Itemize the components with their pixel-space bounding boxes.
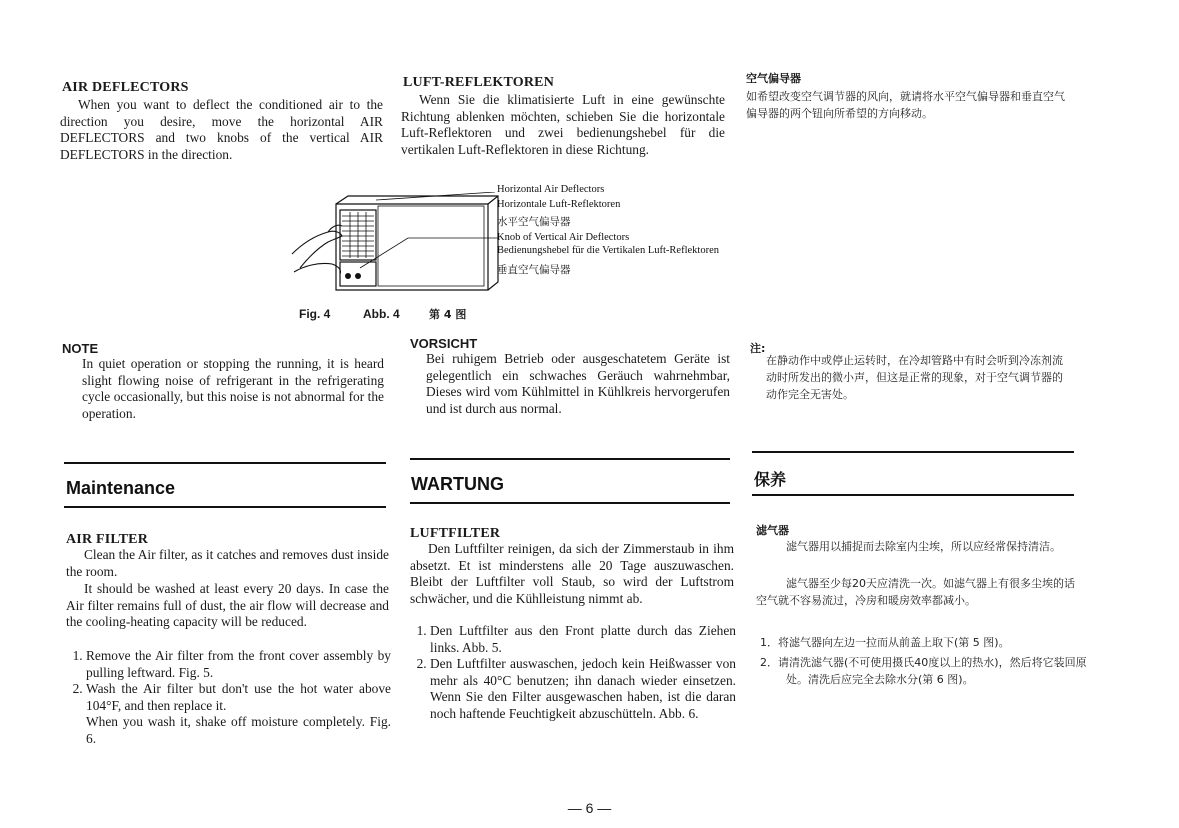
callout-horizontal-de: Horizontale Luft-Reflektoren [497, 199, 621, 210]
hand-illustration [292, 225, 342, 274]
step-item [86, 681, 391, 747]
vorsicht-text: Bei ruhigem Betrieb oder ausgeschatetem Geräte ist gelegentlich ein schwaches Geräuch wahrnehmbar, Dieses wird vom Kühlmittel in Kühlkreis hervorgerufen und ist durch aus normal. [426, 351, 730, 416]
maintenance-title: Maintenance [66, 478, 176, 498]
section-rule-bottom [64, 506, 386, 508]
luftfilter-para: Den Luftfilter reinigen, da sich der Zimmerstaub in ihm absetzt. Et ist minderstens alle 20 Tage auszuwaschen. Bleibt der Luftfilter voll Staub, so wird der Luftstrom schwächer, und die Kühlleistung nimmt ab. [410, 541, 734, 606]
step-item: 1. Remove the Air filter from the front cover assembly by pulling leftward. Fig. 5. [86, 648, 391, 681]
cn-note-heading: 注: [750, 342, 766, 355]
section-rule-bottom [410, 502, 730, 504]
air-deflectors-text: When you want to deflect the conditioned air to the direction you desire, move the horizontal AIR DEFLECTORS and two knobs of the vertical AIR DEFLECTORS in the direction. [60, 97, 383, 162]
section-rule-bottom [752, 494, 1074, 496]
air-filter-heading: AIR FILTER [66, 532, 149, 547]
air-deflectors-heading: AIR DEFLECTORS [62, 80, 189, 95]
figure-caption-en: Fig. 4 [299, 307, 331, 321]
vorsicht-heading: VORSICHT [410, 336, 478, 351]
section-rule-top [64, 462, 386, 464]
figure-caption-cn: 第 4 图 [429, 308, 467, 321]
luftfilter-steps [410, 623, 736, 723]
air-filter-para-1: Clean the Air filter, as it catches and removes dust inside the room. [66, 547, 389, 579]
cn-filter-para-2: 滤气器至少每20天应清洗一次。如滤气器上有很多尘埃的话空气就不容易流过，冷房和暖房效率都减小。 [756, 577, 1075, 607]
step-item: 2. Den Luftfilter auswaschen, jedoch kein Heißwasser von mehr als 40°C benutzen; ihn danach wieder einsetzen. Wenn Sie den Filter ausgewaschen haben, ist die daran noch haftende Feuchtigkeit abzuschütteln. Abb. 6. [430, 656, 736, 722]
luftfilter-heading: LUFTFILTER [410, 526, 501, 541]
note-text: In quiet operation or stopping the running, it is heard slight flowing noise of refrigerant in the refrigerating cycle occasionally, but this noise is not abnormal for the operation. [82, 356, 384, 421]
section-rule-top [752, 451, 1074, 453]
section-rule-top [410, 458, 730, 460]
step-item: 1. Den Luftfilter aus den Front platte durch das Ziehen links. Abb. 5. [430, 623, 736, 656]
air-filter-para-2: It should be washed at least every 20 days. In case the Air filter remains full of dust, the air flow will decrease and the cooling-heating capacity will be reduced. [66, 581, 389, 630]
note-heading: NOTE [62, 341, 99, 356]
wartung-title: WARTUNG [411, 474, 504, 494]
cn-note-text: 在静动作中或停止运转时，在冷却管路中有时会听到冷冻剂流动时所发出的微小声，但这是正常的现象，对于空气调节器的动作完全无害处。 [766, 354, 1063, 401]
cn-step-1: 1．将滤气器向左边一拉而从前盖上取下(第 5 图)。 [760, 636, 1010, 649]
callout-horizontal-en: Horizontal Air Deflectors [497, 184, 605, 195]
callout-vertical-cn: 垂直空气偏导器 [497, 264, 571, 276]
luft-reflektoren-text: Wenn Sie die klimatisierte Luft in eine gewünschte Richtung ablenken möchten, schieben Sie die horizontale Luft-Reflektoren und zwei bedienungshebel für die vertikalen Luft-Reflektoren in diese Richtung. [401, 92, 725, 157]
louver-lines [342, 212, 374, 258]
cn-maintenance-title: 保养 [754, 470, 787, 489]
cn-deflectors-text: 如希望改变空气调节器的风向，就请将水平空气偏导器和垂直空气偏导器的两个钮向所希望的方向移动。 [746, 90, 1065, 120]
cn-deflectors-heading: 空气偏导器 [746, 72, 801, 85]
cn-step-2: 2．请清洗滤气器(不可使用摄氏40度以上的热水)，然后将它装回原处。清洗后应完全去除水分(第 6 图)。 [760, 656, 1087, 686]
cn-filter-para-1: 滤气器用以捕捉而去除室内尘埃，所以应经常保持清洁。 [786, 540, 1061, 553]
luft-reflektoren-heading: LUFT-REFLEKTOREN [403, 75, 555, 90]
air-filter-steps [66, 648, 391, 748]
step-extra-text: When you wash it, shake off moisture completely. Fig. 6. [86, 714, 391, 746]
cn-filter-heading: 滤气器 [756, 524, 789, 537]
page-number: — 6 — [567, 800, 612, 816]
callout-horizontal-cn: 水平空气偏导器 [497, 216, 571, 228]
callout-vertical-en: Knob of Vertical Air Deflectors [497, 232, 630, 243]
figure-caption-de: Abb. 4 [363, 307, 400, 321]
step-text: Wash the Air filter but don't use the hot water above 104°F, and then replace it. [86, 681, 391, 713]
callout-vertical-de: Bedienungshebel für die Vertikalen Luft-Reflektoren [497, 245, 719, 256]
air-conditioner-figure [288, 192, 503, 300]
